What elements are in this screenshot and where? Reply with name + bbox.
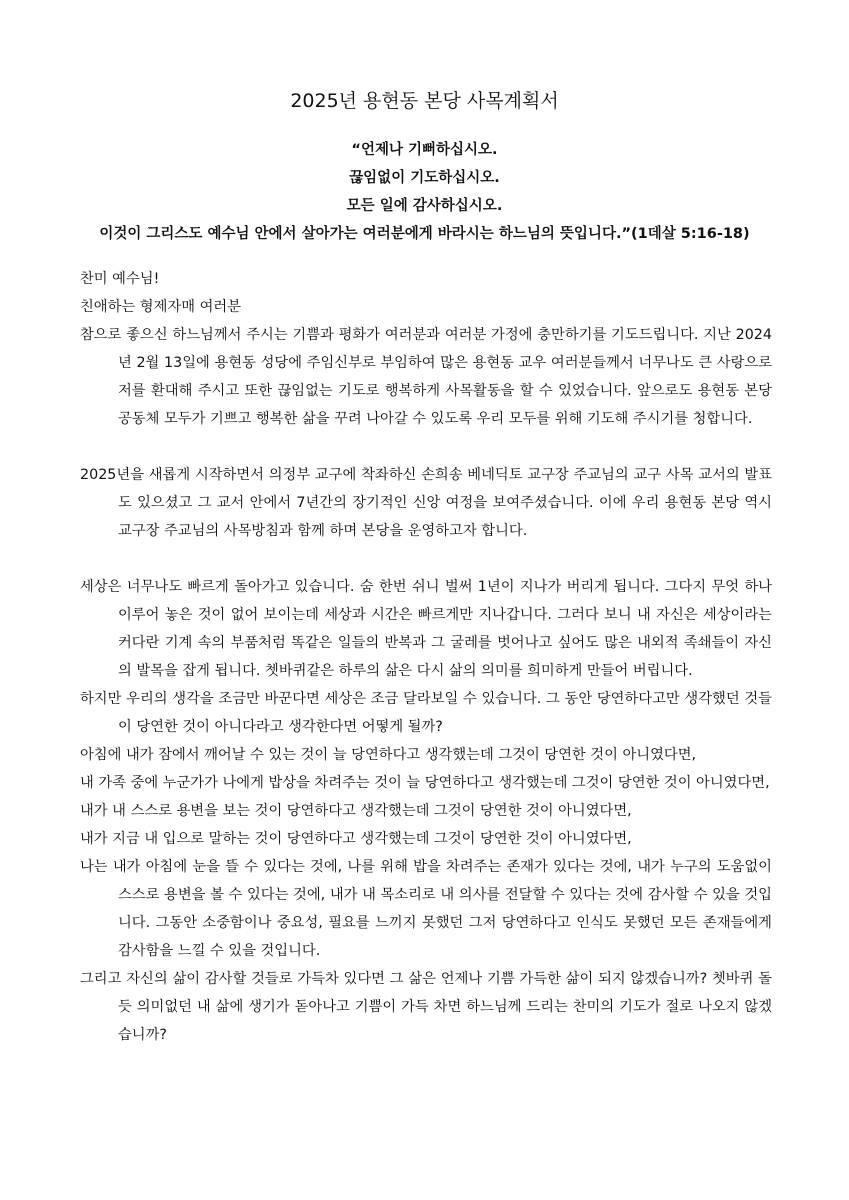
body-paragraph: 세상은 너무나도 빠르게 돌아가고 있습니다. 숨 한번 쉬니 벌써 1년이 지나가 버리게 됩니다. 그다지 무엇 하나 이루어 놓은 것이 없어 보이는데 세상과 시간은 빠르게만 지나갑니다. 그러다 보니 내 자신은 세상이라는 커다란 기계 속의 부품처럼 똑같은 일들의 반복과 그 굴레를 벗어나고 싶어도 많은 내외적 족쇄들이 자신의 발목을 잡게 됩니다. 쳇바퀴같은 하루의 삶은 다시 삶의 의미를 희미하게 만들어 버립니다. — [80, 579, 772, 679]
epigraph-line: “언제나 기뻐하십시오. — [351, 142, 498, 158]
document-body — [80, 265, 772, 1049]
greeting-line: 찬미 예수님! — [80, 271, 160, 287]
document-title: 2025년 용현동 본당 사목계획서 — [290, 90, 559, 112]
body-paragraph: 그리고 자신의 삶이 감사할 것들로 가득차 있다면 그 삶은 언제나 기쁨 가득한 삶이 되지 않겠습니까? 쳇바퀴 돌듯 의미없던 내 삶에 생기가 돋아나고 기쁨이 가득 차면 하느님께 드리는 찬미의 기도가 절로 나오지 않겠습니까? — [80, 971, 772, 1043]
epigraph-line: 이것이 그리스도 예수님 안에서 살아가는 여러분에게 바라시는 하느님의 뜻입니다.”(1데살 5:16-18) — [99, 226, 750, 242]
body-paragraph: 내 가족 중에 누군가가 나에게 밥상을 차려주는 것이 늘 당연하다고 생각했는데 그것이 당연한 것이 아니였다면, — [80, 775, 770, 791]
body-paragraph: 아침에 내가 잠에서 깨어날 수 있는 것이 늘 당연하다고 생각했는데 그것이 당연한 것이 아니였다면, — [80, 747, 697, 763]
epigraph-line: 모든 일에 감사하십시오. — [346, 198, 503, 214]
body-paragraph: 참으로 좋으신 하느님께서 주시는 기쁨과 평화가 여러분과 여러분 가정에 충만하기를 기도드립니다. 지난 2024년 2월 13일에 용현동 성당에 주임신부로 부임하여 많은 용현동 교우 여러분들께서 너무나도 큰 사랑으로 저를 환대해 주시고 또한 끊임없는 기도로 행복하게 사목활동을 할 수 있었습니다. 앞으로도 용현동 본당 공동체 모두가 기쁘고 행복한 삶을 꾸려 나아갈 수 있도록 우리 모두를 위해 기도해 주시기를 청합니다. — [80, 327, 772, 427]
body-paragraph: 하지만 우리의 생각을 조금만 바꾼다면 세상은 조금 달라보일 수 있습니다. 그 동안 당연하다고만 생각했던 것들이 당연한 것이 아니다라고 생각한다면 어떻게 될까? — [80, 691, 772, 735]
body-paragraph: 내가 내 스스로 용변을 보는 것이 당연하다고 생각했는데 그것이 당연한 것이 아니였다면, — [80, 803, 632, 819]
body-paragraph: 내가 지금 내 입으로 말하는 것이 당연하다고 생각했는데 그것이 당연한 것이 아니였다면, — [80, 831, 632, 847]
epigraph-line: 끊임없이 기도하십시오. — [349, 170, 500, 186]
body-paragraph: 나는 내가 아침에 눈을 뜰 수 있다는 것에, 나를 위해 밥을 차려주는 존재가 있다는 것에, 내가 누구의 도움없이 스스로 용변을 볼 수 있다는 것에, 내가 내 목소리로 내 의사를 전달할 수 있다는 것에 감사할 수 있을 것입니다. 그동안 소중함이나 중요성, 필요를 느끼지 못했던 그저 당연하다고 인식도 못했던 모든 존재들에게 감사함을 느낄 수 있을 것입니다. — [80, 859, 772, 959]
scripture-epigraph — [40, 136, 809, 248]
greeting-line: 친애하는 형제자매 여러분 — [80, 299, 242, 315]
body-paragraph: 2025년을 새롭게 시작하면서 의정부 교구에 착좌하신 손희송 베네딕토 교구장 주교님의 교구 사목 교서의 발표도 있으셨고 그 교서 안에서 7년간의 장기적인 신앙 여정을 보여주셨습니다. 이에 우리 용현동 본당 역시 교구장 주교님의 사목방침과 함께 하며 본당을 운영하고자 합니다. — [80, 467, 772, 539]
